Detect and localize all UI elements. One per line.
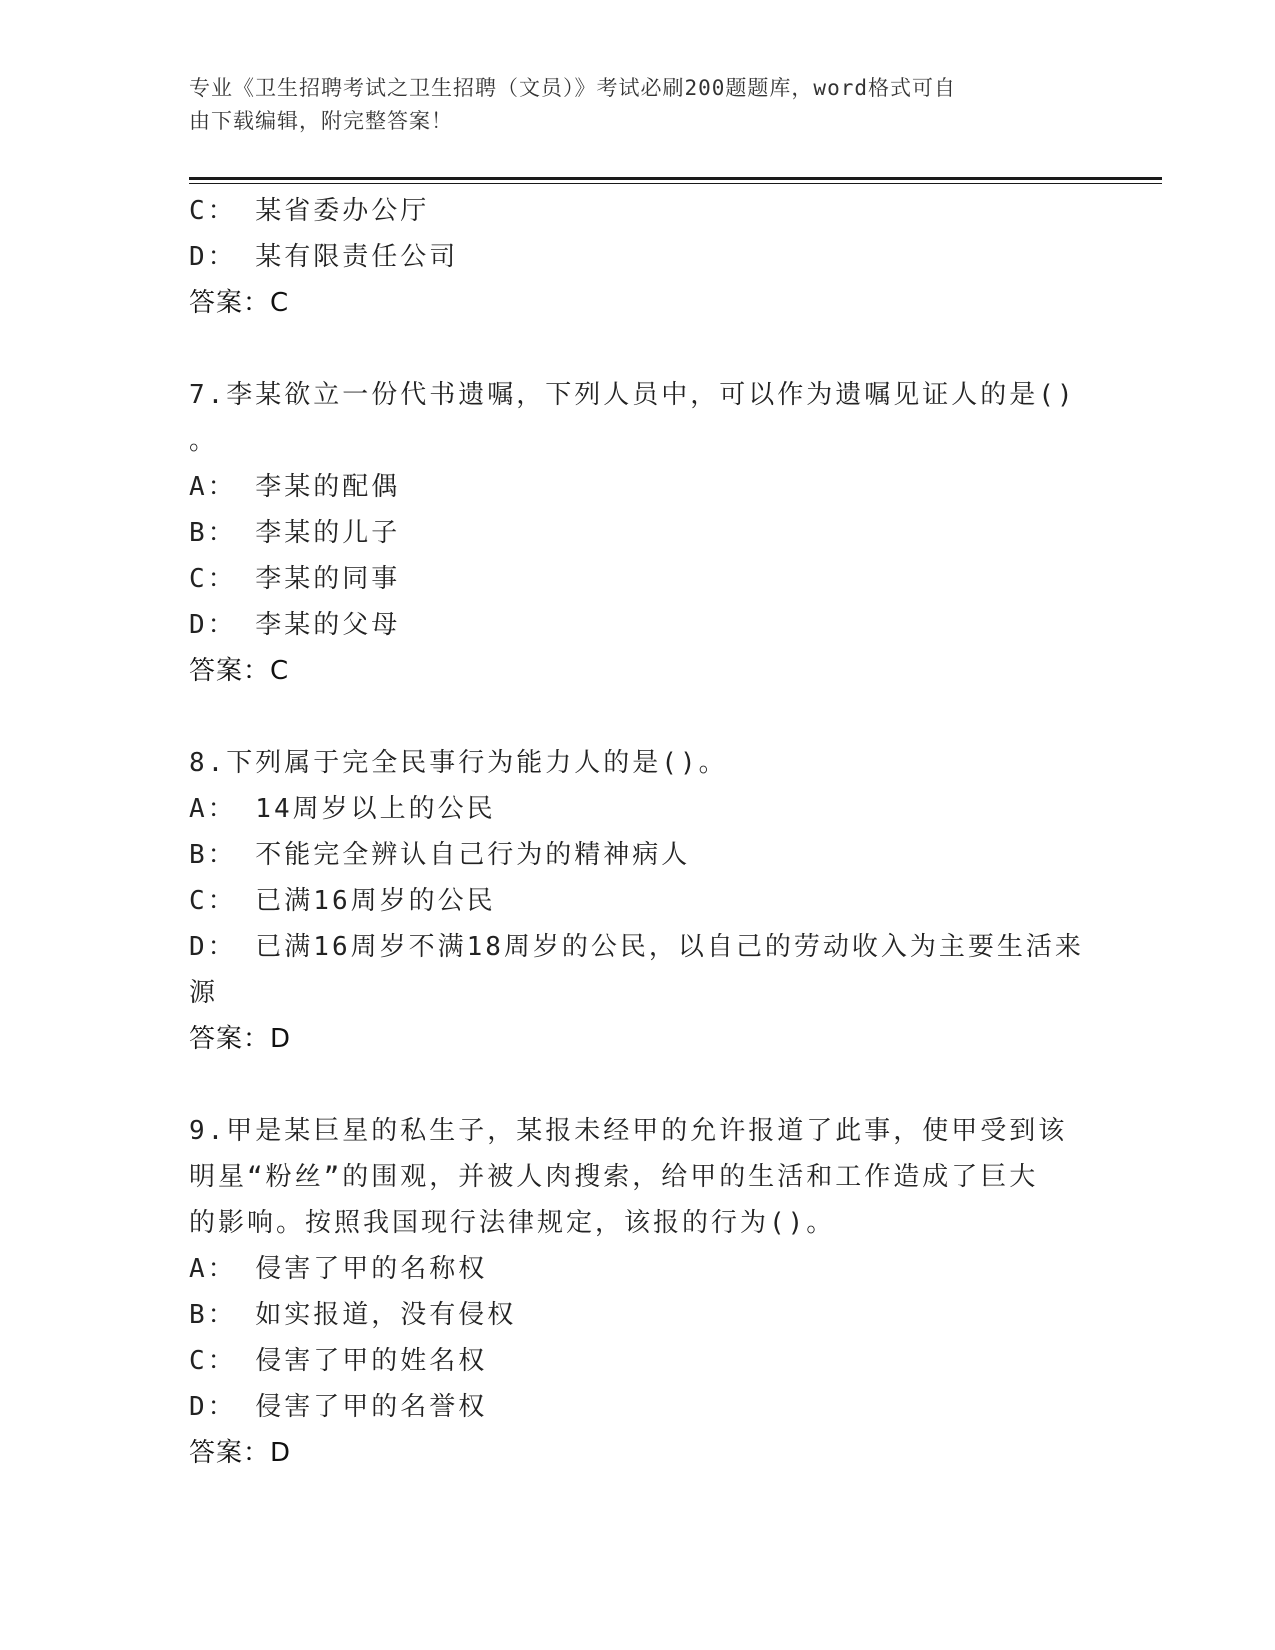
question-stem-continued: 。 xyxy=(189,426,219,456)
option-d-continued: 源 xyxy=(189,978,219,1008)
answer-label: 答案：C xyxy=(189,288,290,318)
option-d: D： 某有限责任公司 xyxy=(189,242,459,272)
option-d: D： 侵害了甲的名誉权 xyxy=(189,1392,488,1422)
option-a: A： 14周岁以上的公民 xyxy=(189,794,496,824)
option-a: A： 侵害了甲的名称权 xyxy=(189,1254,488,1284)
header-line-2: 由下载编辑，附完整答案！ xyxy=(189,109,453,133)
option-c: C： 侵害了甲的姓名权 xyxy=(189,1346,488,1376)
answer-label: 答案：C xyxy=(189,656,290,686)
question-list xyxy=(189,188,1089,1522)
header-line-1: 专业《卫生招聘考试之卫生招聘（文员）》考试必刷200题题库，word格式可自 xyxy=(189,76,956,100)
answer-label: 答案：D xyxy=(189,1024,292,1054)
question-stem-continued: 的影响。按照我国现行法律规定，该报的行为()。 xyxy=(189,1208,836,1238)
option-c: C： 某省委办公厅 xyxy=(189,196,430,226)
header-divider-thin xyxy=(189,183,1162,184)
question-stem: 7.李某欲立一份代书遗嘱，下列人员中，可以作为遗嘱见证人的是() xyxy=(189,380,1076,410)
option-c: C： 李某的同事 xyxy=(189,564,401,594)
option-b: B： 如实报道，没有侵权 xyxy=(189,1300,517,1330)
answer-label: 答案：D xyxy=(189,1438,292,1468)
question-8 xyxy=(189,740,1089,1062)
option-b: B： 不能完全辨认自己行为的精神病人 xyxy=(189,840,691,870)
question-7 xyxy=(189,372,1089,694)
option-a: A： 李某的配偶 xyxy=(189,472,401,502)
header-divider-thick xyxy=(189,177,1162,180)
option-b: B： 李某的儿子 xyxy=(189,518,401,548)
option-d: D： 李某的父母 xyxy=(189,610,401,640)
option-d: D： 已满16周岁不满18周岁的公民，以自己的劳动收入为主要生活来 xyxy=(189,932,1084,962)
question-6-continued xyxy=(189,188,1089,326)
question-9 xyxy=(189,1108,1089,1476)
question-stem: 8.下列属于完全民事行为能力人的是()。 xyxy=(189,748,728,778)
question-stem-continued: 明星“粉丝”的围观，并被人肉搜索，给甲的生活和工作造成了巨大 xyxy=(189,1162,1039,1192)
document-header xyxy=(189,72,1089,138)
option-c: C： 已满16周岁的公民 xyxy=(189,886,496,916)
question-stem: 9.甲是某巨星的私生子，某报未经甲的允许报道了此事，使甲受到该 xyxy=(189,1116,1068,1146)
